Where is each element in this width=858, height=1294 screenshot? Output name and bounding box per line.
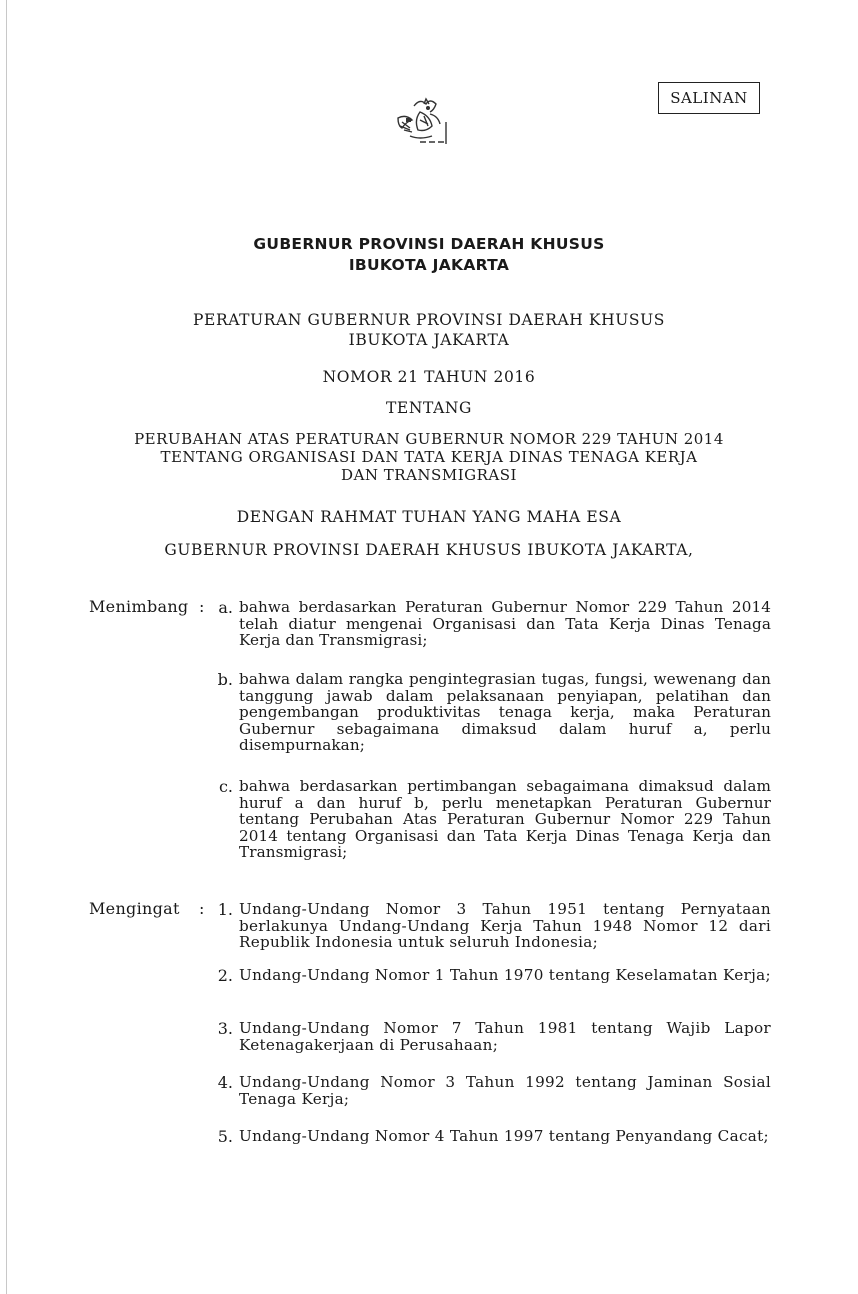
regulation-title-line3: DAN TRANSMIGRASI xyxy=(341,466,517,484)
gubernur-heading-line2: IBUKOTA JAKARTA xyxy=(348,256,510,274)
regulation-title-line2: TENTANG ORGANISASI DAN TATA KERJA DINAS TENAGA KERJA xyxy=(160,448,698,466)
mengingat-item-text: Undang-Undang Nomor 3 Tahun 1951 tentang Pernyataan berlakunya Undang-Undang Kerja Tahun 1948 Nomor 12 dari Republik Indonesia untuk seluruh Indonesia; xyxy=(239,900,771,951)
menimbang-item-text: bahwa berdasarkan pertimbangan sebagaimana dimaksud dalam huruf a dan huruf b, perlu menetapkan Peraturan Gubernur tentang Perubahan Atas Peraturan Gubernur Nomor 229 Tahun 2014 tentang Organisasi dan Tata Kerja Dinas Tenaga Kerja dan Transmigrasi; xyxy=(239,777,771,861)
mengingat-colon: : xyxy=(199,899,205,918)
mengingat-item-text: Undang-Undang Nomor 3 Tahun 1992 tentang Jaminan Sosial Tenaga Kerja; xyxy=(239,1073,771,1108)
regulation-number: NOMOR 21 TAHUN 2016 xyxy=(322,368,536,386)
mengingat-item-mark: 3. xyxy=(217,1019,233,1038)
menimbang-colon: : xyxy=(199,597,205,616)
mengingat-item-mark: 2. xyxy=(217,966,233,985)
menimbang-item-mark: c. xyxy=(218,777,233,796)
menimbang-item-text: bahwa berdasarkan Peraturan Gubernur Nomor 229 Tahun 2014 telah diatur mengenai Organisasi dan Tata Kerja Dinas Tenaga Kerja dan Transmigrasi; xyxy=(239,598,771,649)
gubernur-heading-line1: GUBERNUR PROVINSI DAERAH KHUSUS xyxy=(253,235,605,253)
salinan-stamp: SALINAN xyxy=(658,82,760,114)
scan-edge-line xyxy=(6,0,7,1294)
mengingat-item-text: Undang-Undang Nomor 1 Tahun 1970 tentang Keselamatan Kerja; xyxy=(239,966,771,984)
rahmat-line: DENGAN RAHMAT TUHAN YANG MAHA ESA xyxy=(236,508,622,526)
mengingat-label: Mengingat xyxy=(89,899,180,918)
tentang-label: TENTANG xyxy=(385,399,473,417)
menimbang-item-mark: b. xyxy=(217,670,233,689)
mengingat-item-mark: 5. xyxy=(217,1127,233,1146)
menimbang-label: Menimbang xyxy=(89,597,189,616)
peraturan-heading-line2: IBUKOTA JAKARTA xyxy=(348,331,510,349)
gubernur-jakarta-line: GUBERNUR PROVINSI DAERAH KHUSUS IBUKOTA JAKARTA, xyxy=(164,541,694,559)
garuda-emblem-icon xyxy=(384,92,456,162)
menimbang-item-mark: a. xyxy=(218,598,233,617)
menimbang-item-text: bahwa dalam rangka pengintegrasian tugas, fungsi, wewenang dan tanggung jawab dalam pelaksanaan penyiapan, pelatihan dan pengembangan produktivitas tenaga kerja, maka Peraturan Gubernur sebagaimana dimaksud dalam huruf a, perlu disempurnakan; xyxy=(239,670,771,754)
mengingat-item-mark: 4. xyxy=(217,1073,233,1092)
mengingat-item-text: Undang-Undang Nomor 7 Tahun 1981 tentang Wajib Lapor Ketenagakerjaan di Perusahaan; xyxy=(239,1019,771,1054)
peraturan-heading-line1: PERATURAN GUBERNUR PROVINSI DAERAH KHUSUS xyxy=(193,311,665,329)
mengingat-item-mark: 1. xyxy=(217,900,233,919)
mengingat-item-text: Undang-Undang Nomor 4 Tahun 1997 tentang Penyandang Cacat; xyxy=(239,1127,769,1145)
regulation-title-line1: PERUBAHAN ATAS PERATURAN GUBERNUR NOMOR 229 TAHUN 2014 xyxy=(134,430,724,448)
